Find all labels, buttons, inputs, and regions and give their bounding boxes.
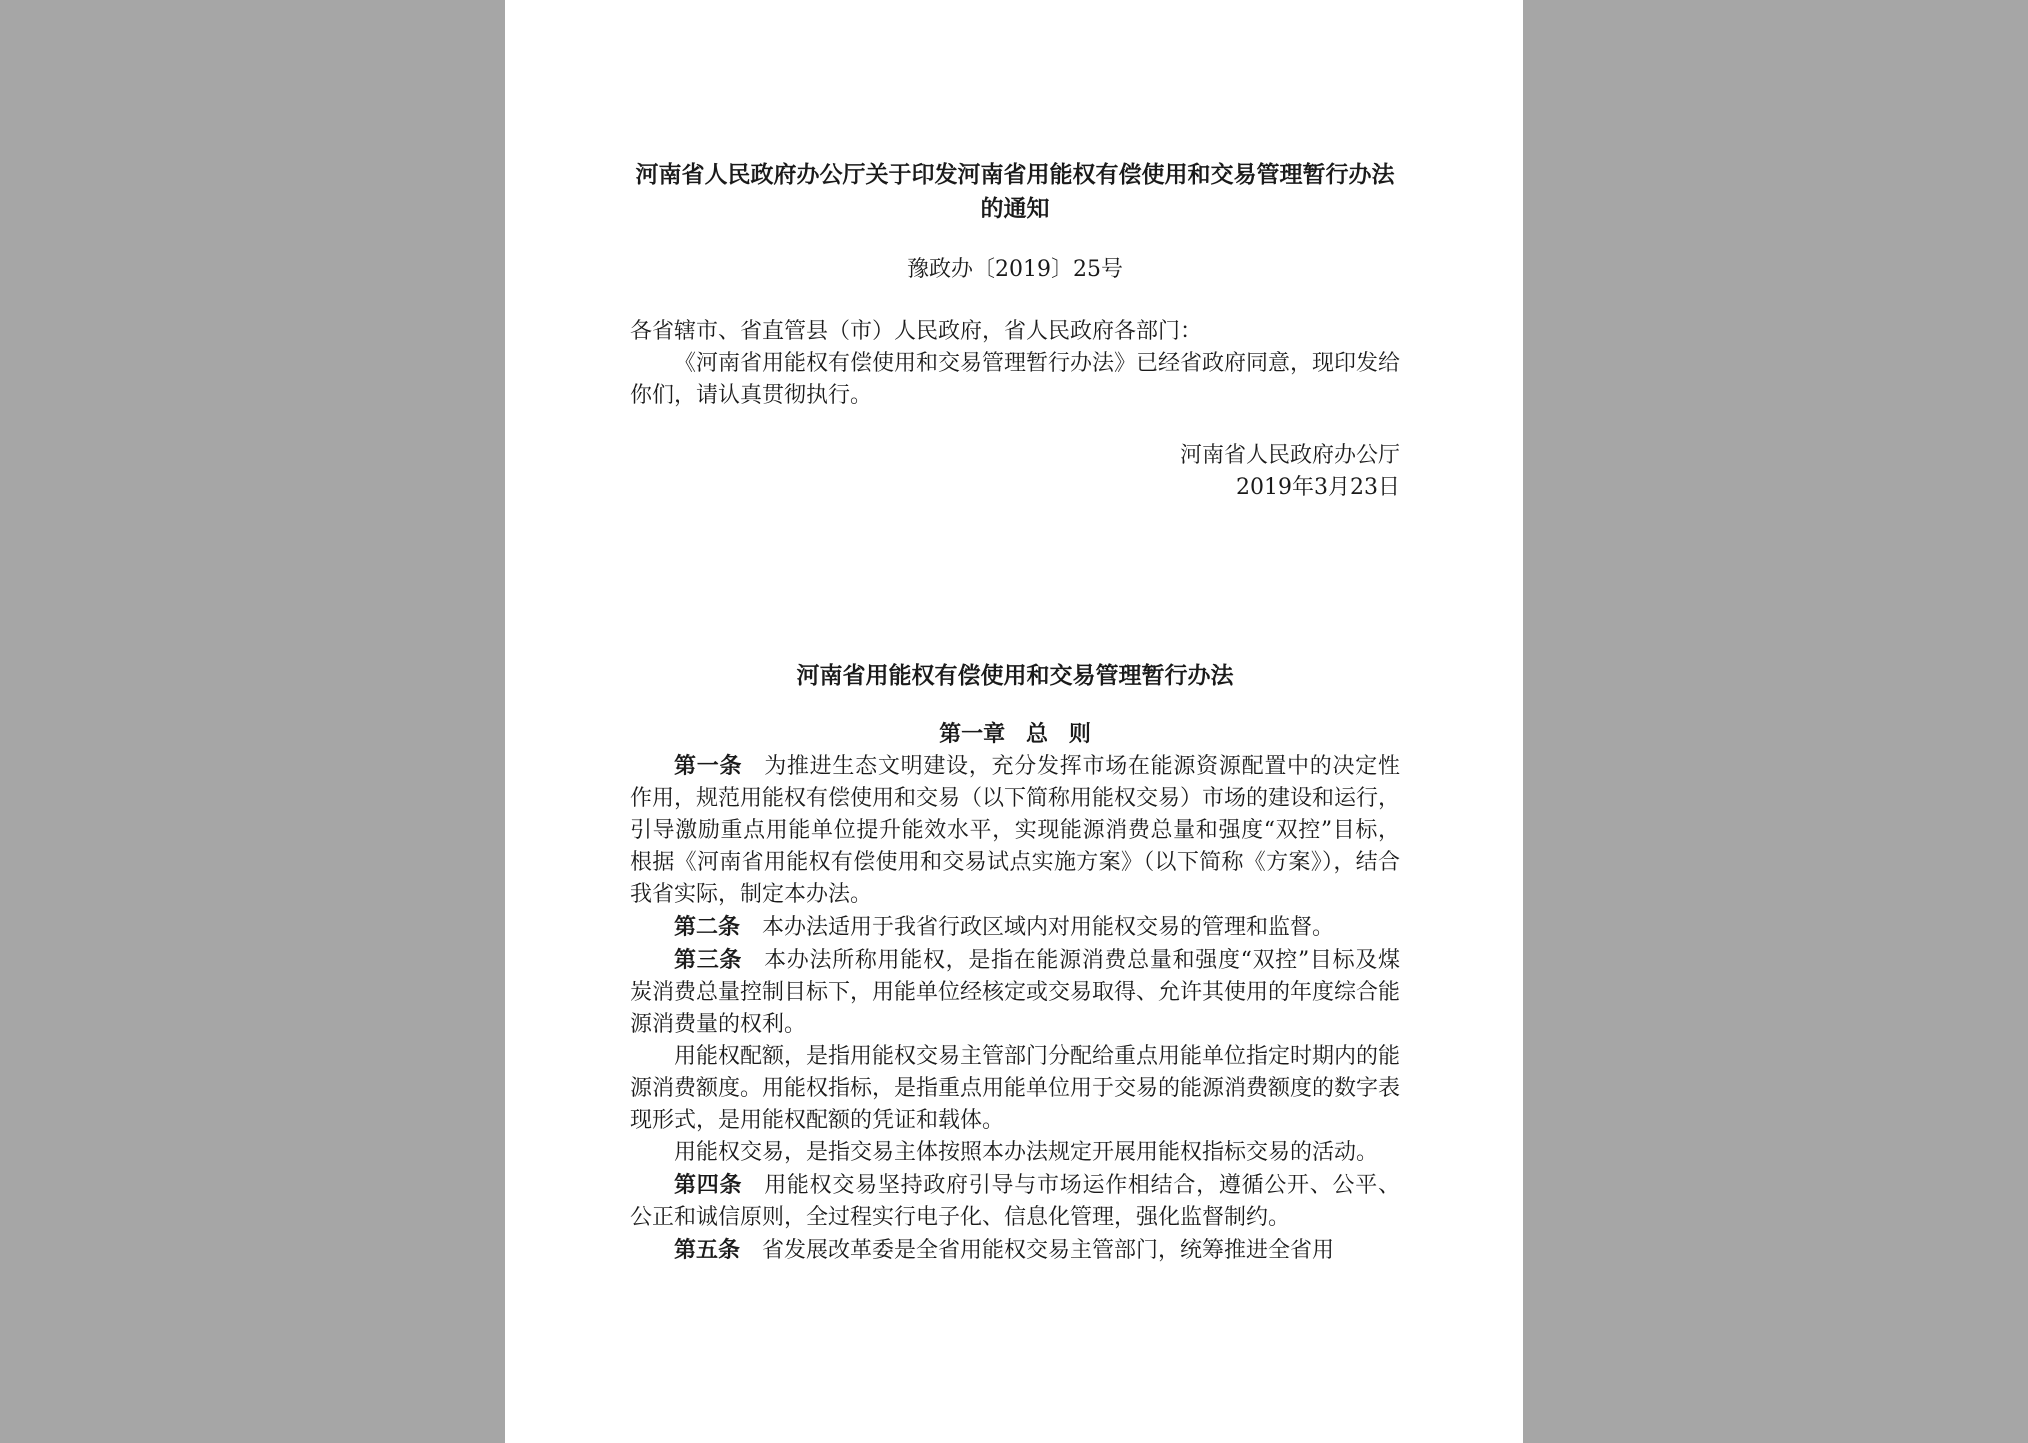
article-5 xyxy=(630,1234,1400,1267)
article-text: 省发展改革委是全省用能权交易主管部门，统筹推进全省用 xyxy=(762,1238,1335,1263)
article-text: 本办法适用于我省行政区域内对用能权交易的管理和监督。 xyxy=(762,915,1335,940)
measures-title: 河南省用能权有偿使用和交易管理暂行办法 xyxy=(796,662,1234,689)
notice-letter xyxy=(630,316,1400,412)
issuer: 河南省人民政府办公厅 xyxy=(1179,443,1400,468)
article-label: 第三条 xyxy=(674,947,743,973)
article-4 xyxy=(630,1169,1400,1234)
article-2 xyxy=(630,911,1400,944)
signature-block xyxy=(630,440,1400,504)
document-number: 豫政办〔2019〕25号 xyxy=(907,257,1123,282)
article-1 xyxy=(630,750,1400,911)
addressee: 各省辖市、省直管县（市）人民政府，省人民政府各部门： xyxy=(630,319,1203,344)
articles xyxy=(630,750,1400,1267)
notice-body: 《河南省用能权有偿使用和交易管理暂行办法》已经省政府同意，现印发给你们，请认真贯彻执行。 xyxy=(630,351,1401,408)
chapter-title: 第一章 总 则 xyxy=(939,721,1091,747)
article-text: 本办法所称用能权，是指在能源消费总量和强度“双控”目标及煤炭消费总量控制目标下，用能单位经核定或交易取得、允许其使用的年度综合能源消费量的权利。 xyxy=(630,948,1401,1037)
document-page xyxy=(505,0,1523,1443)
article-label: 第四条 xyxy=(674,1172,743,1198)
notice-title: 河南省人民政府办公厅关于印发河南省用能权有偿使用和交易管理暂行办法的通知 xyxy=(635,161,1395,222)
article-label: 第二条 xyxy=(674,914,741,940)
article-text: 用能权交易坚持政府引导与市场运作相结合，遵循公开、公平、公正和诚信原则，全过程实行电子化、信息化管理，强化监督制约。 xyxy=(630,1173,1400,1230)
article-label: 第五条 xyxy=(674,1237,741,1263)
issue-date: 2019年3月23日 xyxy=(1236,475,1400,500)
article-text: 为推进生态文明建设，充分发挥市场在能源资源配置中的决定性作用，规范用能权有偿使用和交易（以下简称用能权交易）市场的建设和运行，引导激励重点用能单位提升能效水平，实现能源消费总量和强度“双控”目标，根据《河南省用能权有偿使用和交易试点实施方案》（以下简称《方案》），结合我省实际，制定本办法。 xyxy=(630,754,1401,907)
definition-paragraph: 用能权配额，是指用能权交易主管部门分配给重点用能单位指定时期内的能源消费额度。用能权指标，是指重点用能单位用于交易的能源消费额度的数字表现形式，是用能权配额的凭证和载体。 xyxy=(630,1044,1401,1133)
article-label: 第一条 xyxy=(674,753,743,779)
article-3 xyxy=(630,944,1400,1041)
definition-paragraph: 用能权交易，是指交易主体按照本办法规定开展用能权指标交易的活动。 xyxy=(674,1140,1379,1165)
